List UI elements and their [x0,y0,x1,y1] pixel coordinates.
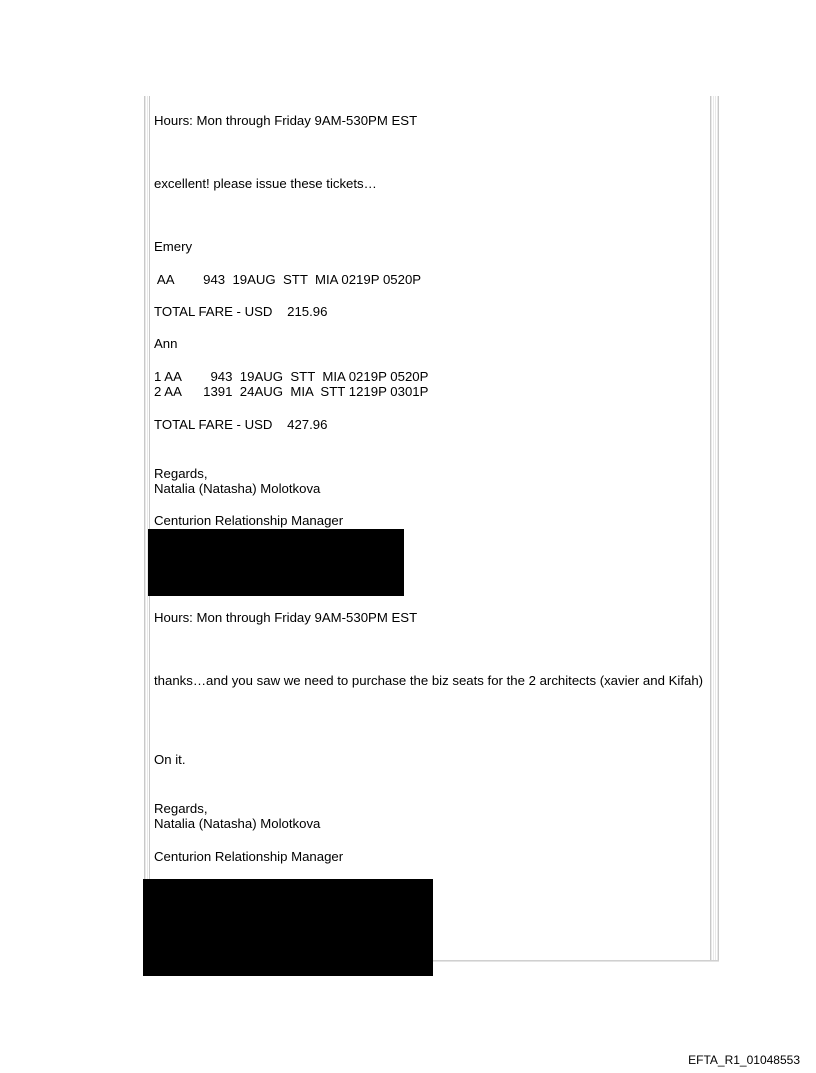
flight-segment-ann-1: 1 AA 943 19AUG STT MIA 0219P 0520P [154,369,429,384]
flight-segment-ann-2: 2 AA 1391 24AUG MIA STT 1219P 0301P [154,384,429,399]
signature-title: Centurion Relationship Manager [154,849,344,864]
signature-name: Natalia (Natasha) Molotkova [154,816,321,831]
reply-message: On it. [154,752,186,767]
signature-closing: Regards, [154,801,208,816]
redaction-block [148,529,404,596]
ticket-request-line: excellent! please issue these tickets… [154,176,377,191]
architects-seats-message: thanks…and you saw we need to purchase the biz seats for the 2 architects (xavier and Kifah) [154,673,704,688]
business-hours-line: Hours: Mon through Friday 9AM-530PM EST [154,610,418,625]
passenger-name-emery: Emery [154,239,193,254]
passenger-name-ann: Ann [154,336,178,351]
email-frame-right-border [710,96,719,962]
total-fare-ann: TOTAL FARE - USD 427.96 [154,417,328,432]
total-fare-emery: TOTAL FARE - USD 215.96 [154,304,328,319]
signature-name: Natalia (Natasha) Molotkova [154,481,321,496]
business-hours-line: Hours: Mon through Friday 9AM-530PM EST [154,113,418,128]
signature-closing: Regards, [154,466,208,481]
document-id: EFTA_R1_01048553 [688,1053,800,1067]
redaction-block [143,879,433,976]
signature-title: Centurion Relationship Manager [154,513,344,528]
flight-segment-emery: AA 943 19AUG STT MIA 0219P 0520P [154,272,422,287]
